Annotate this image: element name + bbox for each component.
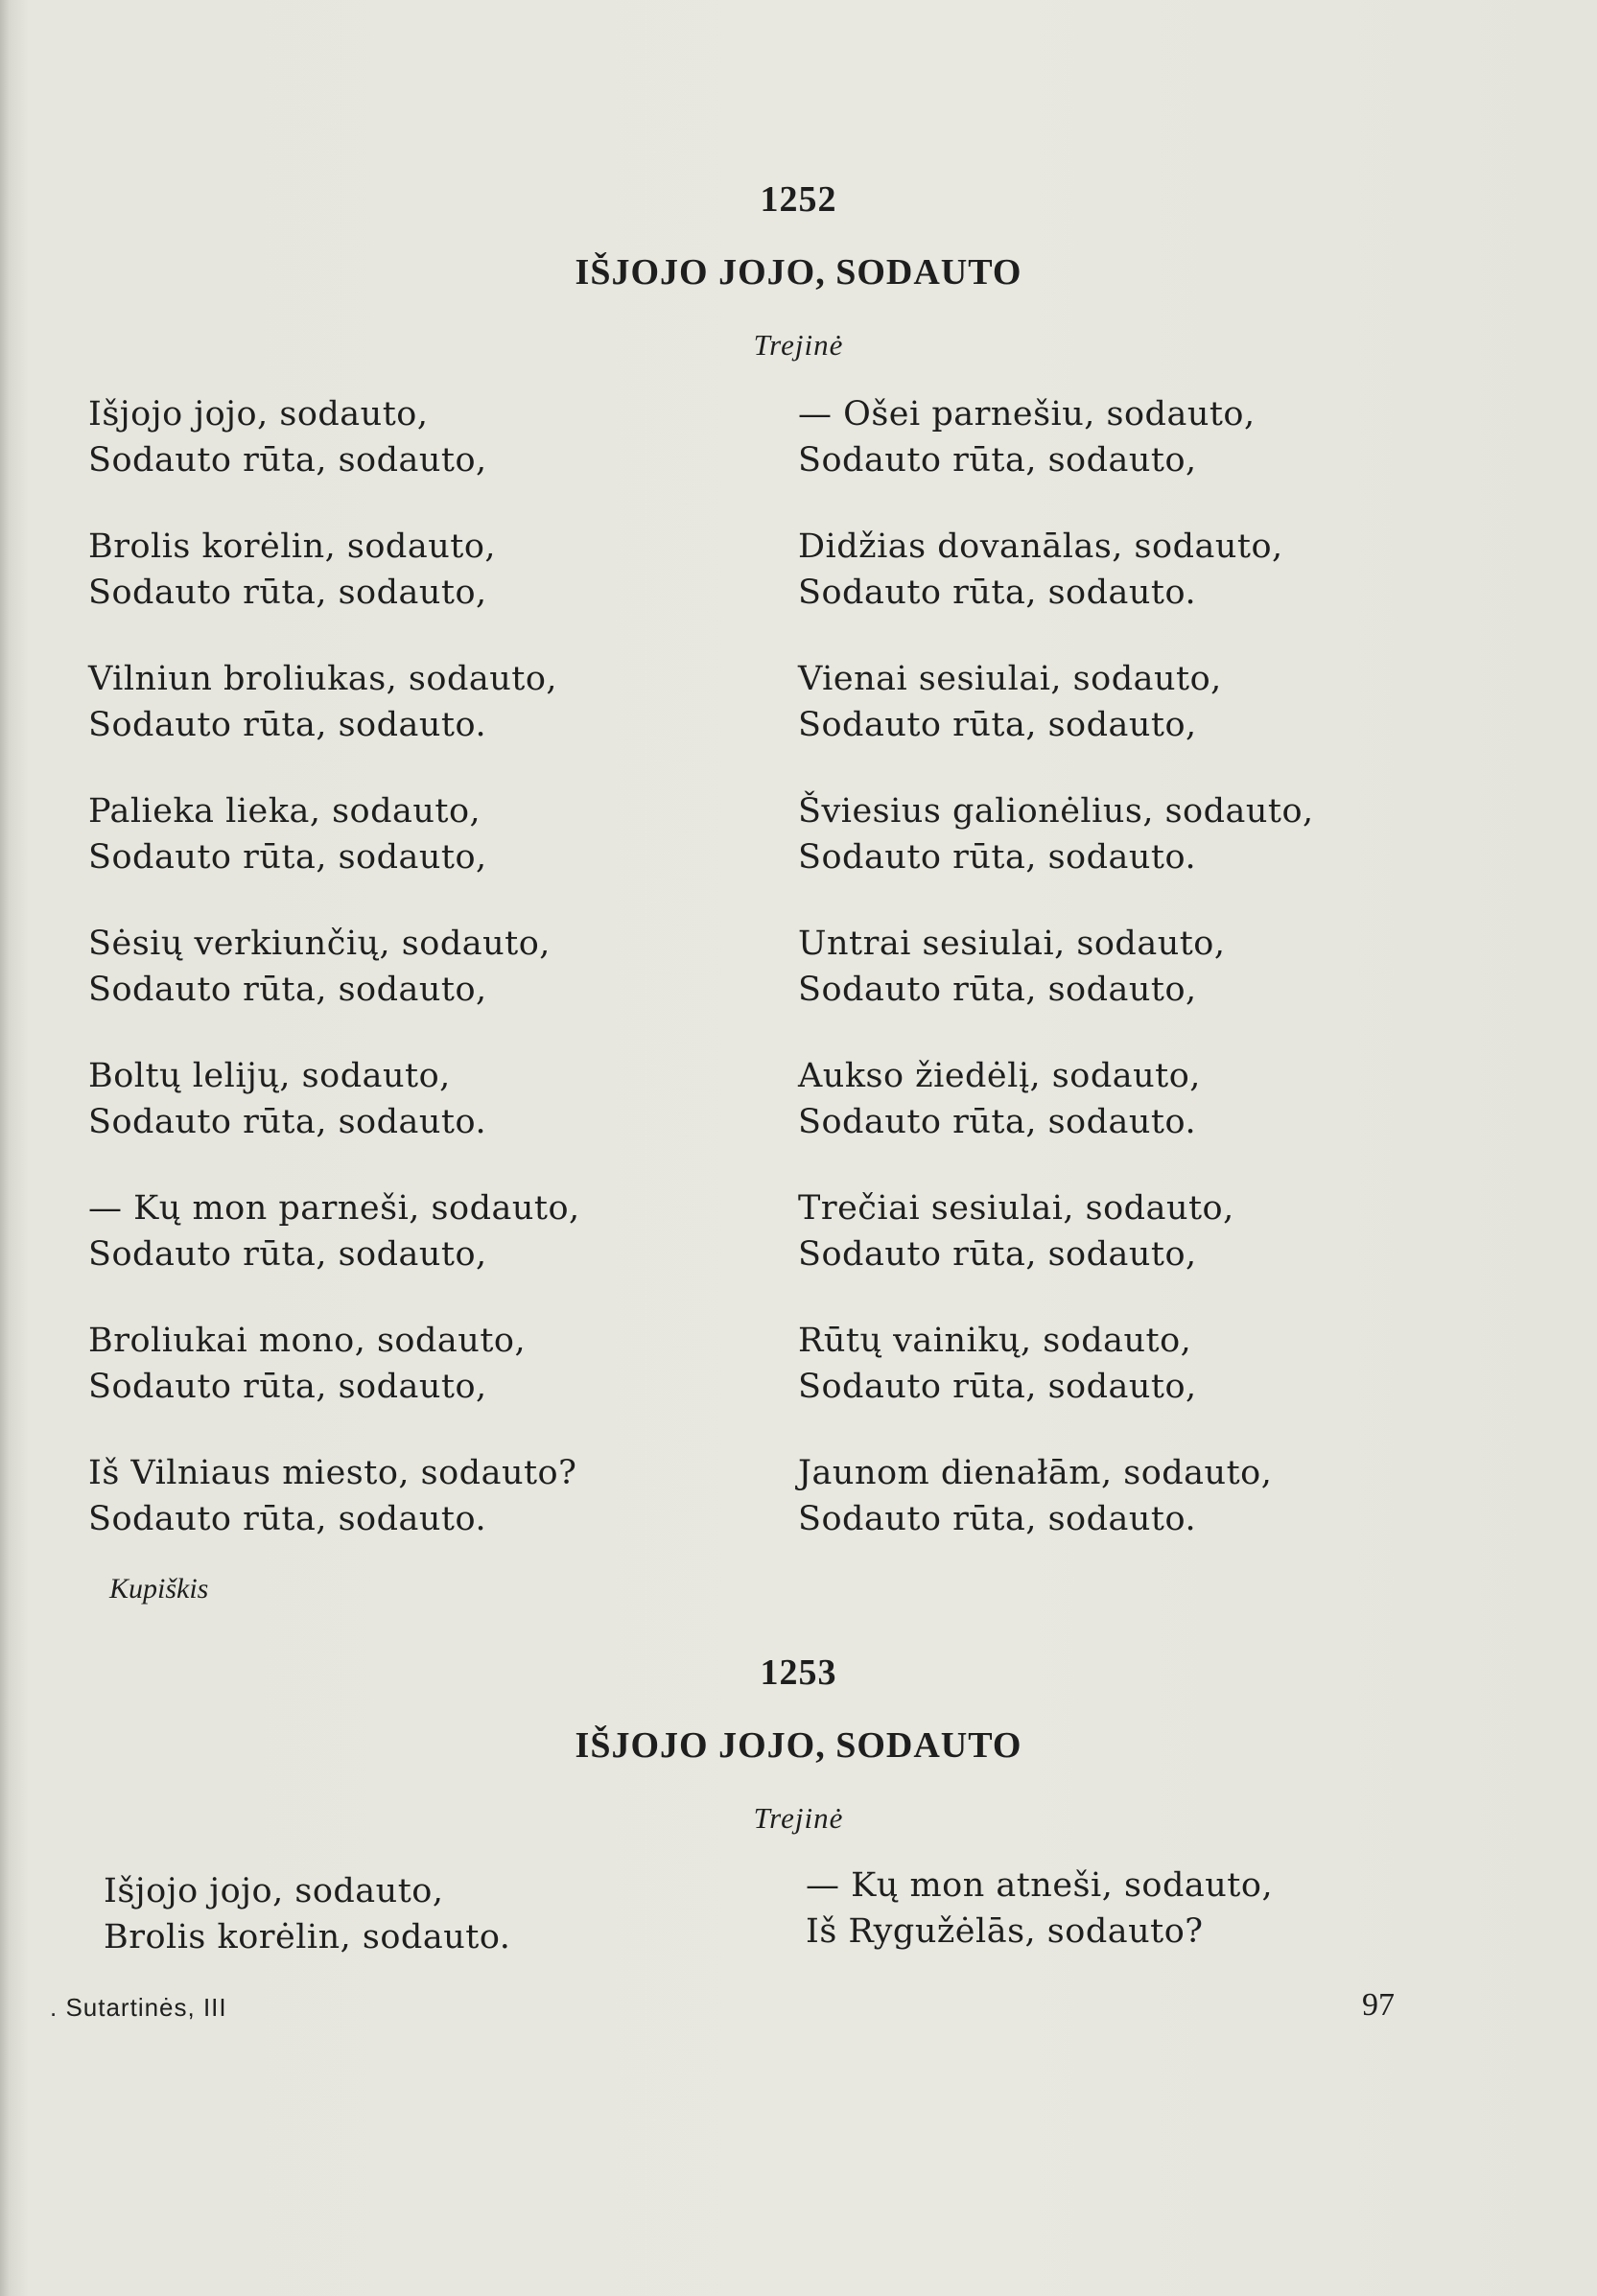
verse-line: Sodauto rūta, sodauto, [88,441,487,480]
stanza [798,1185,1314,1277]
stanza [798,788,1314,880]
verse-line: Sodauto rūta, sodauto, [88,1235,487,1274]
verse-line: Jaunom dienałām, sodauto, [798,1454,1273,1492]
stanza [798,656,1314,748]
stanza [104,1868,510,1960]
song2-right-column [806,1863,1273,1955]
verse-line: Brolis korėlin, sodauto, [88,527,497,566]
stanza [88,1450,580,1542]
stanza [798,524,1314,616]
stanza [88,391,580,483]
verse-line: — Kų mon parneši, sodauto, [88,1189,580,1228]
song-number: 1252 [760,179,837,220]
stanza [806,1863,1273,1955]
verse-line: — Kų mon atneši, sodauto, [806,1866,1274,1905]
verse-line: Sodauto rūta, sodauto, [798,706,1197,744]
verse-line: Išjojo jojo, sodauto, [104,1872,444,1910]
stanza [798,1450,1314,1542]
verse-line: Untrai sesiulai, sodauto, [798,925,1226,963]
stanza [798,391,1314,483]
verse-line: Sodauto rūta, sodauto, [798,1368,1197,1406]
verse-line: Sodauto rūta, sodauto. [798,1103,1197,1141]
song2-left-column [104,1868,510,1960]
page-number: 97 [1362,1987,1395,2023]
song-title: IŠJOJO JOJO, SODAUTO [575,1725,1022,1766]
stanza [88,1318,580,1410]
verse-line: Rūtų vainikų, sodauto, [798,1322,1192,1360]
verse-line: Sėsių verkiunčių, sodauto, [88,925,551,963]
verse-line: Išjojo jojo, sodauto, [88,395,429,433]
stanza [88,524,580,616]
verse-line: Iš Vilniaus miesto, sodauto? [88,1454,577,1492]
verse-line: Iš Rygužėlās, sodauto? [806,1912,1204,1951]
verse-line: Sodauto rūta, sodauto. [88,1103,487,1141]
stanza [88,921,580,1013]
verse-line: Aukso žiedėlį, sodauto, [798,1057,1201,1095]
stanza [88,788,580,880]
verse-line: Sodauto rūta, sodauto, [798,441,1197,480]
stanza [798,1053,1314,1145]
song-subtitle: Trejinė [753,328,844,362]
song1-left-column [88,391,580,1582]
verse-line: Sodauto rūta, sodauto, [798,1235,1197,1274]
verse-line: Boltų lelijų, sodauto, [88,1057,451,1095]
verse-line: Sodauto rūta, sodauto, [88,971,487,1009]
footer-signature: . Sutartinės, III [50,1993,227,2022]
verse-line: Sodauto rūta, sodauto. [798,1500,1197,1538]
stanza [798,921,1314,1013]
song-subtitle: Trejinė [753,1801,844,1835]
verse-line: — Ošei parnešiu, sodauto, [798,395,1256,433]
song1-right-column [798,391,1314,1582]
song-number: 1253 [760,1652,837,1693]
place-of-recording: Kupiškis [109,1573,209,1605]
verse-line: Didžias dovanālas, sodauto, [798,527,1283,566]
verse-line: Sodauto rūta, sodauto. [798,574,1197,612]
verse-line: Sodauto rūta, sodauto, [88,574,487,612]
stanza [798,1318,1314,1410]
verse-line: Sodauto rūta, sodauto. [88,706,487,744]
verse-line: Sodauto rūta, sodauto. [88,1500,487,1538]
verse-line: Sodauto rūta, sodauto, [88,838,487,877]
stanza [88,656,580,748]
verse-line: Palieka lieka, sodauto, [88,792,481,831]
verse-line: Sodauto rūta, sodauto, [88,1368,487,1406]
verse-line: Šviesius galionėlius, sodauto, [798,792,1314,831]
stanza [88,1185,580,1277]
verse-line: Vilniun broliukas, sodauto, [88,660,558,698]
verse-line: Trečiai sesiulai, sodauto, [798,1189,1234,1228]
song-title: IŠJOJO JOJO, SODAUTO [575,252,1022,293]
verse-line: Brolis korėlin, sodauto. [104,1918,511,1956]
stanza [88,1053,580,1145]
verse-line: Sodauto rūta, sodauto. [798,838,1197,877]
verse-line: Sodauto rūta, sodauto, [798,971,1197,1009]
verse-line: Broliukai mono, sodauto, [88,1322,527,1360]
verse-line: Vienai sesiulai, sodauto, [798,660,1222,698]
